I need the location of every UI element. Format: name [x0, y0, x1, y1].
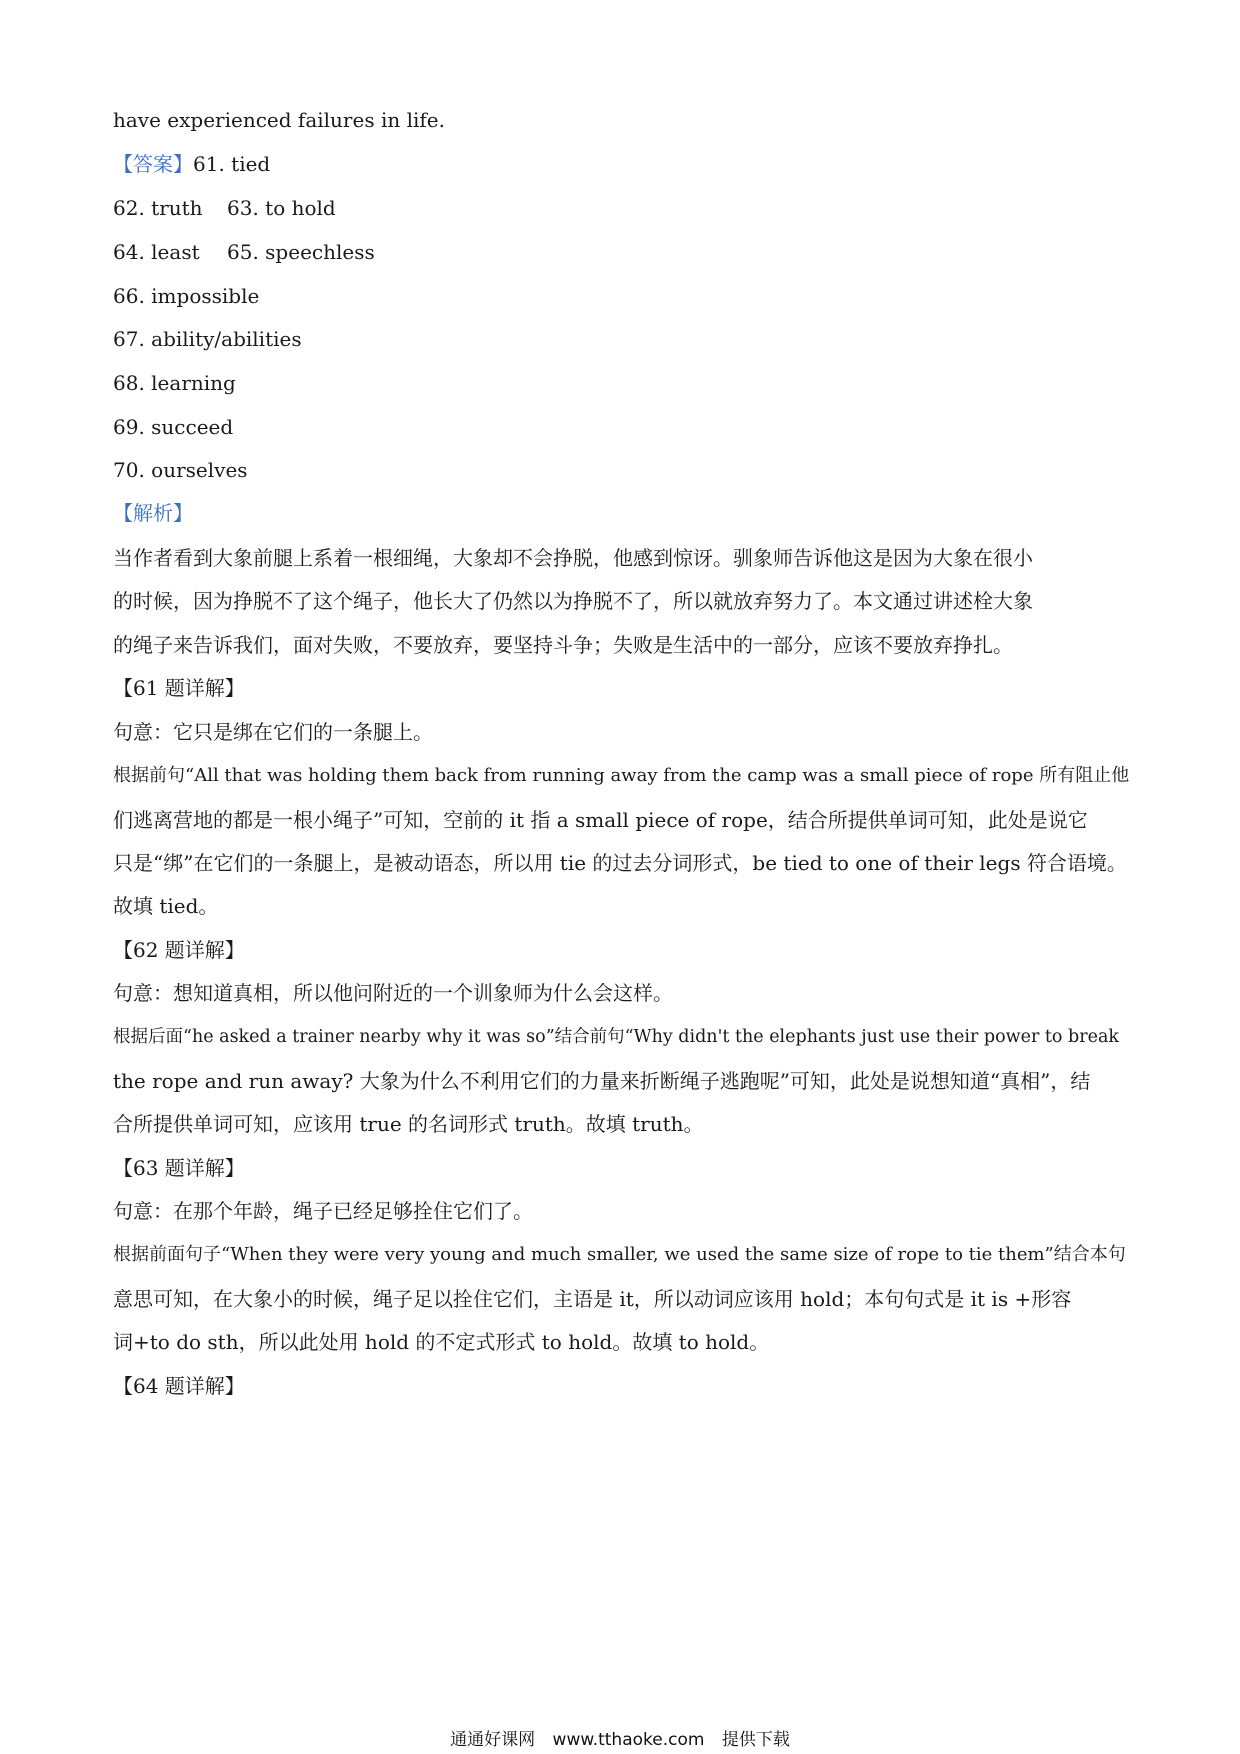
footer-url: www.tthaoke.com: [552, 1730, 705, 1750]
q62-line-3: 合所提供单词可知，应该用 true 的名词形式 truth。故填 truth。: [113, 1112, 704, 1136]
answer-64: 64. least: [113, 240, 200, 264]
answer-68: 68. learning: [113, 371, 236, 395]
answer-70: 70. ourselves: [113, 458, 248, 482]
q63-line-2: 意思可知，在大象小的时候，绳子足以拴住它们，主语是 it，所以动词应该用 hold；本句句式是 it is +形容: [113, 1287, 1072, 1311]
summary-line-2: 的时候，因为挣脱不了这个绳子，他长大了仍然以为挣脱不了，所以就放弃努力了。本文通过讲述栓大象: [113, 589, 1033, 613]
summary-line-1: 当作者看到大象前腿上系着一根细绳，大象却不会挣脱，他感到惊讶。驯象师告诉他这是因为大象在很小: [113, 546, 1033, 570]
q63-meaning: 句意：在那个年龄，绳子已经足够拴住它们了。: [113, 1199, 533, 1223]
q62-line-1: 根据后面“he asked a trainer nearby why it was so”结合前句“Why didn't the elephants just use their power to break: [113, 1027, 1119, 1047]
answer-61: 61. tied: [193, 152, 271, 176]
answer-66: 66. impossible: [113, 284, 260, 308]
answer-line-3: [113, 238, 1133, 266]
q61-line-2: 们逃离营地的都是一根小绳子”可知，空前的 it 指 a small piece of rope，结合所提供单词可知，此处是说它: [113, 808, 1088, 832]
answer-line-1: [113, 150, 1133, 178]
q61-line-4: 故填 tied。: [113, 894, 219, 918]
q63-line-3: 词+to do sth，所以此处用 hold 的不定式形式 to hold。故填 to hold。: [113, 1330, 770, 1354]
analysis-tag: 【解析】: [113, 501, 193, 525]
footer-note: 提供下载: [721, 1730, 790, 1750]
continuation-text: have experienced failures in life.: [113, 108, 445, 132]
q61-heading: 【61 题详解】: [113, 676, 245, 700]
q62-heading: 【62 题详解】: [113, 938, 245, 962]
q63-heading: 【63 题详解】: [113, 1156, 245, 1180]
summary-line-3: 的绳子来告诉我们，面对失败，不要放弃，要坚持斗争；失败是生活中的一部分，应该不要放弃挣扎。: [113, 633, 1013, 657]
answer-69: 69. succeed: [113, 415, 234, 439]
q61-line-1: 根据前句“All that was holding them back from running away from the camp was a small piece of rope 所有阻止他: [113, 765, 1130, 786]
answer-62: 62. truth: [113, 196, 203, 220]
footer-site-name: 通通好课网: [450, 1730, 536, 1750]
answer-65: 65. speechless: [227, 240, 375, 264]
answer-63: 63. to hold: [227, 196, 336, 220]
page-footer: [0, 1729, 1240, 1751]
q64-heading: 【64 题详解】: [113, 1374, 245, 1398]
q62-line-2: the rope and run away? 大象为什么不利用它们的力量来折断绳子逃跑呢”可知，此处是说想知道“真相”，结: [113, 1069, 1091, 1093]
q61-meaning: 句意：它只是绑在它们的一条腿上。: [113, 720, 433, 744]
answer-tag: 【答案】: [113, 152, 193, 176]
answer-67: 67. ability/abilities: [113, 327, 302, 351]
q63-line-1: 根据前面句子“When they were very young and much smaller, we used the same size of rope to tie them”结合本句: [113, 1244, 1126, 1265]
answer-line-2: [113, 194, 1133, 222]
q62-meaning: 句意：想知道真相，所以他问附近的一个训象师为什么会这样。: [113, 981, 673, 1005]
q61-line-3: 只是“绑”在它们的一条腿上，是被动语态，所以用 tie 的过去分词形式，be tied to one of their legs 符合语境。: [113, 851, 1127, 875]
